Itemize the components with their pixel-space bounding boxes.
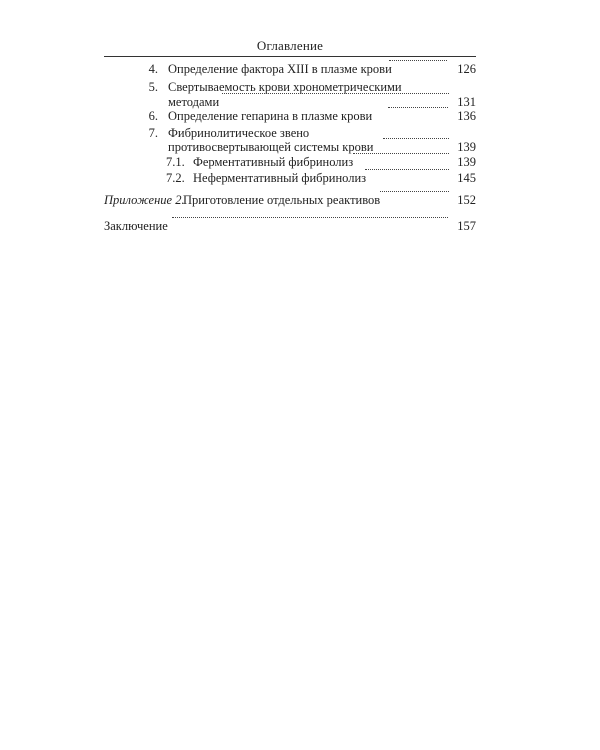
toc-page-number: 139 [457, 155, 476, 169]
header-rule [104, 56, 476, 57]
toc-entry-title: Неферментативный фибринолиз [193, 171, 367, 185]
toc-page-number: 152 [457, 193, 476, 207]
dot-leader [353, 153, 449, 154]
toc-entry-title: Определение фактора XIII в плазме крови [168, 62, 392, 76]
toc-entry-7-2[interactable] [0, 169, 600, 187]
toc-appendix-label: Приложение 2. [104, 193, 185, 207]
toc-entry-title: Заключение [104, 219, 168, 233]
toc-page-number: 157 [457, 219, 476, 233]
toc-entry-number: 4. [148, 62, 158, 76]
toc-entry-title-line-1: Фибринолитическое звено [168, 126, 310, 140]
dot-leader [389, 60, 447, 61]
toc-entry-number: 6. [148, 109, 158, 123]
toc-entry-4[interactable] [0, 60, 600, 78]
dot-leader [380, 191, 449, 192]
toc-entry-title: Ферментативный фибринолиз [193, 155, 354, 169]
toc-entry-conclusion[interactable] [0, 217, 600, 235]
toc-entry-title-line-2: методами [168, 95, 220, 109]
dot-leader [172, 217, 448, 218]
dot-leader [222, 93, 449, 94]
toc-entry-title-line-2: противосвертывающей системы крови [168, 140, 374, 154]
dot-leader [365, 169, 449, 170]
toc-page-number: 131 [457, 95, 476, 109]
toc-page-number: 145 [457, 171, 476, 185]
toc-entry-number: 7.1. [166, 155, 185, 169]
toc-entry-title: Приготовление отдельных реактивов [183, 193, 381, 207]
toc-entry-6[interactable] [0, 107, 600, 125]
toc-page-number: 126 [457, 62, 476, 76]
toc-entry-number: 7.2. [166, 171, 185, 185]
toc-page-number: 139 [457, 140, 476, 154]
toc-entry-title: Определение гепарина в плазме крови [168, 109, 373, 123]
toc-entry-number: 7. [148, 126, 158, 140]
dot-leader [388, 107, 448, 108]
toc-entry-appendix-2[interactable] [0, 191, 600, 209]
toc-entry-number: 5. [148, 80, 158, 94]
running-head: Оглавление [256, 38, 324, 53]
toc-page-number: 136 [457, 109, 476, 123]
dot-leader [383, 138, 449, 139]
toc-entry-title-line-1: Свертываемость крови хронометрическими [168, 80, 402, 94]
